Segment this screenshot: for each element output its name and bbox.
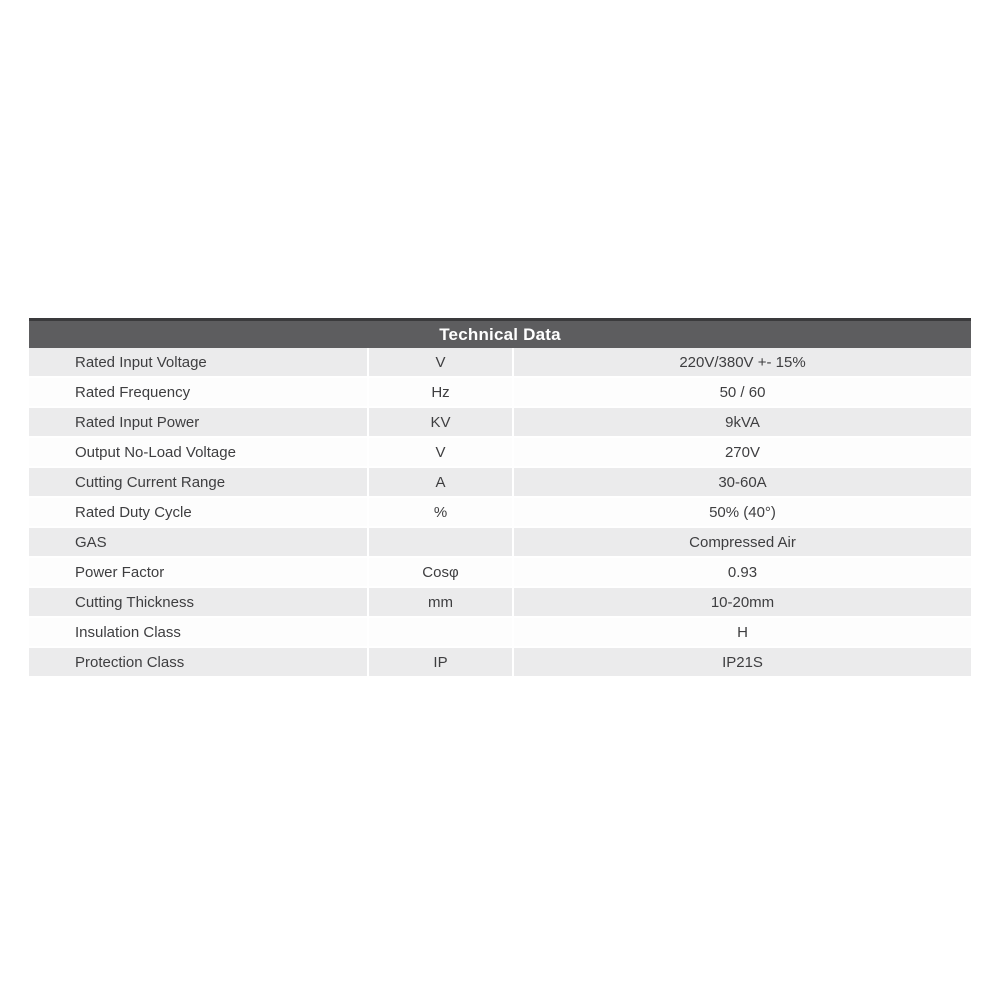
spec-value: 270V: [724, 443, 761, 461]
spec-label: Rated Input Voltage: [29, 348, 369, 376]
spec-unit: V: [369, 438, 514, 466]
spec-value: 9kVA: [725, 413, 760, 431]
spec-unit: A: [369, 468, 514, 496]
spec-label: Rated Duty Cycle: [29, 498, 369, 526]
table-row: [29, 408, 971, 436]
spec-unit: mm: [369, 588, 514, 616]
technical-data-table: [29, 318, 971, 678]
spec-label: Cutting Thickness: [29, 588, 369, 616]
table-row: [29, 588, 971, 616]
table-row: [29, 378, 971, 406]
spec-unit: IP: [369, 648, 514, 676]
table-header: [29, 318, 971, 348]
spec-unit: KV: [369, 408, 514, 436]
spec-value: IP21S: [722, 653, 763, 671]
spec-value: 220V/380V +- 15%: [679, 353, 806, 371]
spec-value: 0.93: [727, 563, 758, 581]
spec-label: Insulation Class: [29, 618, 369, 646]
table-row: [29, 498, 971, 526]
spec-label: Cutting Current Range: [29, 468, 369, 496]
spec-label: Rated Input Power: [29, 408, 369, 436]
spec-unit: [369, 618, 514, 646]
spec-unit: %: [369, 498, 514, 526]
table-row: [29, 438, 971, 466]
table-row: [29, 648, 971, 676]
spec-unit: V: [369, 348, 514, 376]
spec-value: 50 / 60: [719, 383, 766, 401]
table-row: [29, 528, 971, 556]
spec-label: Output No-Load Voltage: [29, 438, 369, 466]
spec-label: Rated Frequency: [29, 378, 369, 406]
spec-value: H: [737, 623, 748, 641]
table-row: [29, 468, 971, 496]
spec-value: Compressed Air: [689, 533, 796, 551]
spec-value: 30-60A: [718, 473, 767, 491]
table-row: [29, 558, 971, 586]
spec-value: 50% (40°): [709, 503, 776, 521]
spec-label: Protection Class: [29, 648, 369, 676]
spec-unit: Cosφ: [369, 558, 514, 586]
table-row: [29, 618, 971, 646]
table-title: Technical Data: [439, 324, 561, 344]
spec-label: GAS: [29, 528, 369, 556]
spec-value: 10-20mm: [710, 593, 775, 611]
table-row: [29, 348, 971, 376]
spec-unit: [369, 528, 514, 556]
spec-label: Power Factor: [29, 558, 369, 586]
spec-unit: Hz: [369, 378, 514, 406]
